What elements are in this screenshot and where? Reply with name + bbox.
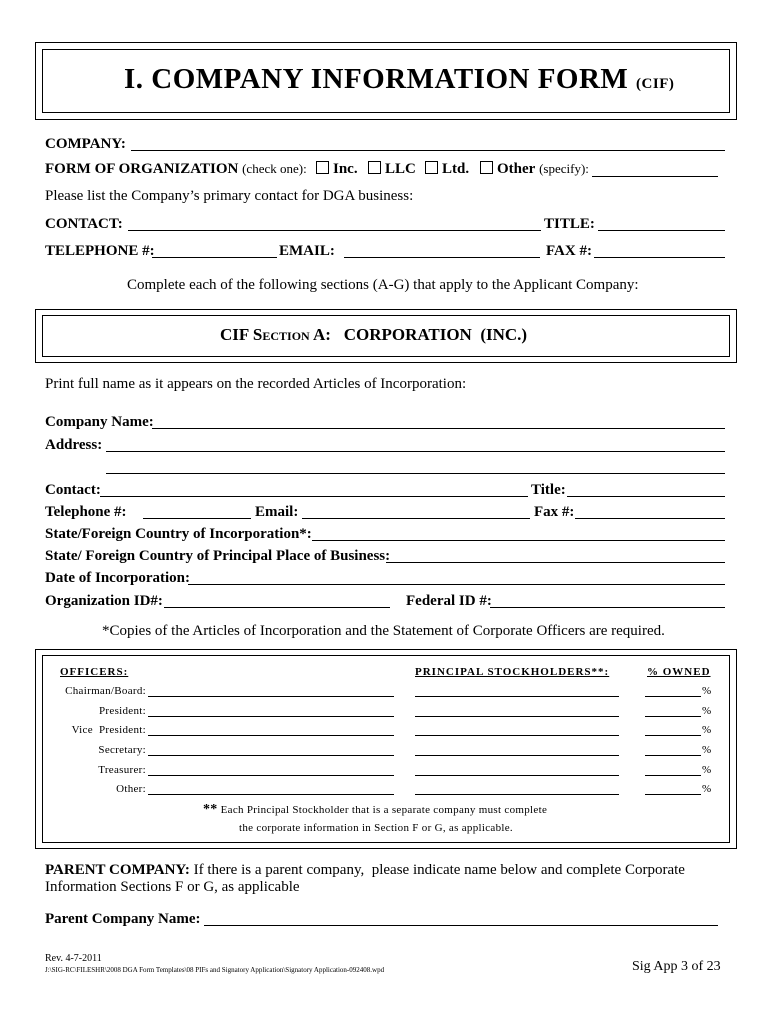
parent-company-instruction-1: If there is a parent company, please indicate name below and complete Corporate [189,862,685,878]
other-hint: (specify): [539,161,589,176]
print-instruction: Print full name as it appears on the recorded Articles of Incorporation: [45,376,467,392]
officers-header: OFFICERS: [60,666,129,678]
a-contact-field[interactable] [100,496,528,497]
contact-instruction: Please list the Company’s primary contact for DGA business: [45,188,414,204]
date-incorp-label: Date of Incorporation: [45,570,190,586]
officer-row-label-secretary: Secretary: [98,744,146,756]
parent-company-name-field[interactable] [204,925,718,926]
parent-company-line1 [45,861,685,879]
company-label: COMPANY: [45,136,126,152]
officer-row-label-president: President: [99,705,146,717]
contact-label: CONTACT: [45,216,123,232]
a-title-label: Title: [531,482,566,498]
option-other[interactable] [480,160,589,178]
company-name-field[interactable] [152,428,725,429]
stockholder-field-6[interactable] [415,794,619,795]
officers-footnote-line2: the corporate information in Section F or G, as applicable. [239,822,513,834]
inc-label: Inc. [333,161,358,177]
officer-field-other[interactable] [148,794,394,795]
a-email-label: Email: [255,504,299,520]
owned-pct-6: % [702,783,712,795]
org-id-label: Organization ID#: [45,593,163,609]
a-contact-label: Contact: [45,482,101,498]
inc-checkbox[interactable] [316,161,329,174]
state-incorp-field[interactable] [312,540,725,541]
parent-company-name-label: Parent Company Name: [45,911,201,927]
email-label: EMAIL: [279,243,335,259]
company-name-label: Company Name: [45,414,154,430]
contact-field[interactable] [128,230,541,231]
date-incorp-field[interactable] [188,584,725,585]
copies-note: *Copies of the Articles of Incorporation and the Statement of Corporate Officers are required. [102,623,665,639]
a-telephone-label: Telephone #: [45,504,127,520]
file-path: J:\SIG-RC\FILESHR\2008 DGA Form Templates\08 PIFs and Signatory Application\Signatory Application-092408.wpd [45,966,385,974]
state-incorp-label: State/Foreign Country of Incorporation*: [45,526,312,542]
form-org-hint: (check one): [242,161,307,176]
option-inc[interactable] [316,160,358,178]
stockholder-field-2[interactable] [415,716,619,717]
sections-instruction: Complete each of the following sections (A-G) that apply to the Applicant Company: [127,277,639,293]
federal-id-field[interactable] [490,607,725,608]
section-a-heading-part1: CIF S [220,325,263,344]
address-field-2[interactable] [106,473,725,474]
officer-field-chairman[interactable] [148,696,394,697]
officer-row-label-treasurer: Treasurer: [98,764,146,776]
owned-pct-1: % [702,685,712,697]
stockholder-field-4[interactable] [415,755,619,756]
stockholder-field-5[interactable] [415,775,619,776]
owned-pct-2: % [702,705,712,717]
officer-field-president[interactable] [148,716,394,717]
a-telephone-field[interactable] [143,518,251,519]
parent-company-instruction-2: Information Sections F or G, as applicable [45,879,300,895]
officer-field-treasurer[interactable] [148,775,394,776]
state-business-field[interactable] [386,562,725,563]
a-title-field[interactable] [567,496,725,497]
title-field[interactable] [598,230,725,231]
owned-field-2[interactable] [645,716,701,717]
officer-row-label-other: Other: [116,783,146,795]
officer-row-label-vice-president: Vice President: [71,724,146,736]
telephone-field[interactable] [152,257,277,258]
company-field[interactable] [131,150,725,151]
fax-field[interactable] [594,257,725,258]
option-llc[interactable] [368,160,416,178]
footnote-text-1: Each Principal Stockholder that is a separate company must complete [217,804,548,816]
federal-id-label: Federal ID #: [406,593,492,609]
owned-pct-5: % [702,764,712,776]
stockholder-field-3[interactable] [415,735,619,736]
officer-field-vice-president[interactable] [148,735,394,736]
other-checkbox[interactable] [480,161,493,174]
section-a-heading-part2: A: CORPORATION (INC.) [309,325,528,344]
stockholders-header: PRINCIPAL STOCKHOLDERS**: [415,666,610,678]
owned-pct-3: % [702,724,712,736]
owned-field-4[interactable] [645,755,701,756]
other-label: Other [497,161,536,177]
parent-company-label: PARENT COMPANY: [45,862,190,878]
ltd-label: Ltd. [442,161,470,177]
org-id-field[interactable] [164,607,390,608]
option-ltd[interactable] [425,160,469,178]
a-fax-label: Fax #: [534,504,575,520]
officer-field-secretary[interactable] [148,755,394,756]
owned-header: % OWNED [647,666,711,678]
state-business-label: State/ Foreign Country of Principal Place of Business: [45,548,391,564]
officers-footnote-line1 [203,803,547,817]
address-field-1[interactable] [106,451,725,452]
fax-label: FAX #: [546,243,592,259]
ltd-checkbox[interactable] [425,161,438,174]
owned-field-5[interactable] [645,775,701,776]
form-org-row [45,160,307,178]
owned-field-3[interactable] [645,735,701,736]
officer-row-label-chairman: Chairman/Board: [65,685,146,697]
address-label: Address: [45,437,103,453]
a-fax-field[interactable] [575,518,725,519]
other-specify-field[interactable] [592,176,718,177]
owned-field-6[interactable] [645,794,701,795]
section-a-heading-small: ECTION [262,329,310,343]
title-label: TITLE: [544,216,595,232]
form-title [124,62,674,101]
form-title-suffix: (CIF) [636,76,675,92]
footnote-stars: ** [203,802,218,817]
stockholder-field-1[interactable] [415,696,619,697]
page-number: Sig App 3 of 23 [632,959,721,974]
llc-checkbox[interactable] [368,161,381,174]
section-a-heading [220,325,527,346]
owned-field-1[interactable] [645,696,701,697]
telephone-label: TELEPHONE #: [45,243,155,259]
email-field[interactable] [344,257,540,258]
revision-date: Rev. 4-7-2011 [45,953,102,964]
llc-label: LLC [385,161,416,177]
owned-pct-4: % [702,744,712,756]
form-title-main: I. COMPANY INFORMATION FORM [124,63,629,95]
form-org-label: FORM OF ORGANIZATION [45,161,239,177]
a-email-field[interactable] [302,518,530,519]
